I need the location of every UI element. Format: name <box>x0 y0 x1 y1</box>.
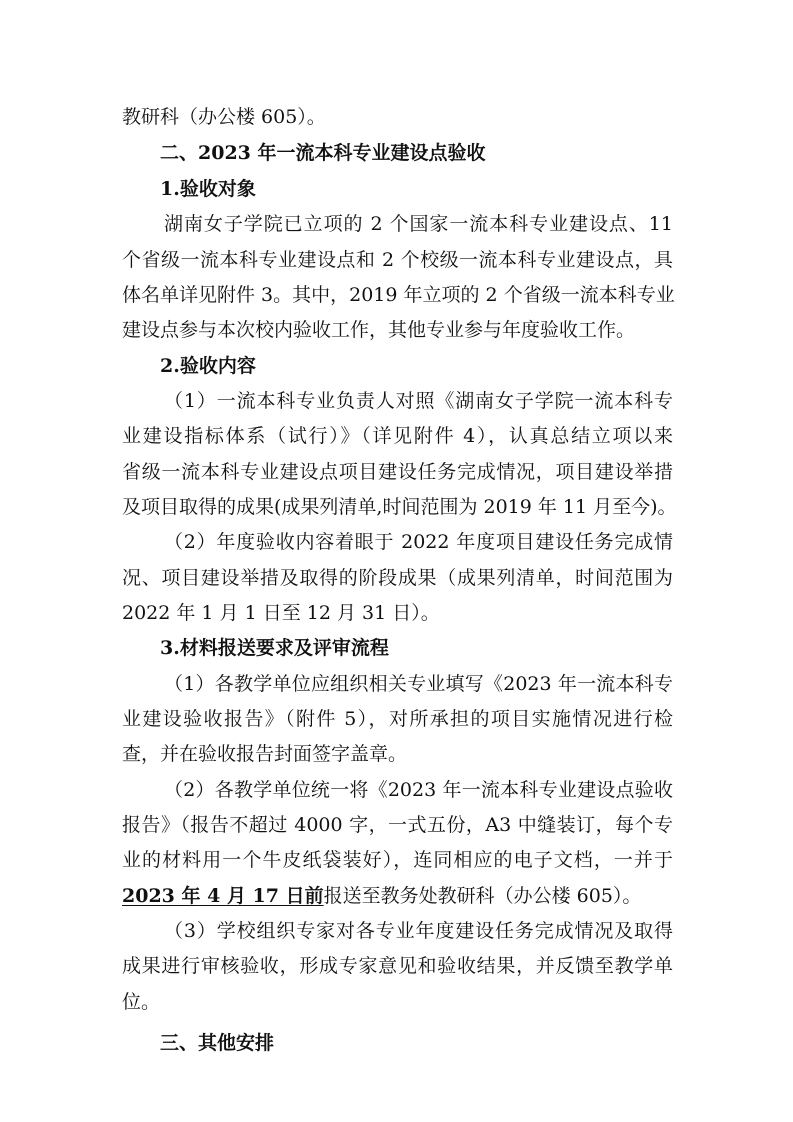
paragraph-line: 湖南女子学院已立项的 2 个国家一流本科专业建设点、11 <box>164 213 673 235</box>
paragraph-line: 查，并在验收报告封面签字盖章。 <box>122 743 408 765</box>
paragraph-line: 况、项目建设举措及取得的阶段成果（成果列清单，时间范围为 <box>122 567 673 589</box>
paragraph-line: （2）年度验收内容着眼于 2022 年度项目建设任务完成情 <box>164 531 673 553</box>
paragraph-line: 2022 年 1 月 1 日至 12 月 31 日）。 <box>122 602 440 624</box>
paragraph-line: 业建设指标体系（试行）》（详见附件 4），认真总结立项以来 <box>122 425 673 447</box>
paragraph-line: 业的材料用一个牛皮纸袋装好），连同相应的电子文档，一并于 <box>122 849 673 871</box>
paragraph-line: 报告》（报告不超过 4000 字，一式五份，A3 中缝装订，每个专 <box>122 814 673 836</box>
deadline-date: 2023 年 4 月 17 日前 <box>122 885 324 907</box>
paragraph-line: 成果进行审核验收，形成专家意见和验收结果，并反馈至教学单 <box>122 955 673 977</box>
paragraph-line <box>122 878 641 914</box>
paragraph-line: 教研科（办公楼 605）。 <box>122 106 326 128</box>
paragraph-line: 业建设验收报告》（附件 5），对所承担的项目实施情况进行检 <box>122 708 673 730</box>
section-heading: 二、2023 年一流本科专业建设点验收 <box>160 142 486 164</box>
paragraph-line: 个省级一流本科专业建设点和 2 个校级一流本科专业建设点，具 <box>122 249 673 271</box>
paragraph-line: （3）学校组织专家对各专业年度建设任务完成情况及取得 <box>164 920 673 942</box>
paragraph-line: （2）各教学单位统一将《2023 年一流本科专业建设点验收 <box>164 779 673 801</box>
paragraph-line: 体名单详见附件 3。其中，2019 年立项的 2 个省级一流本科专业 <box>122 284 675 306</box>
paragraph-line: （1）各教学单位应组织相关专业填写《2023 年一流本科专 <box>164 673 673 695</box>
paragraph-line: 省级一流本科专业建设点项目建设任务完成情况，项目建设举措 <box>122 461 673 483</box>
subsection-heading: 2.验收内容 <box>160 355 256 377</box>
paragraph-line: （1）一流本科专业负责人对照《湖南女子学院一流本科专 <box>164 390 673 412</box>
section-heading: 三、其他安排 <box>160 1032 275 1054</box>
subsection-heading: 1.验收对象 <box>160 178 256 200</box>
paragraph-line: 建设点参与本次校内验收工作，其他专业参与年度验收工作。 <box>122 319 636 341</box>
paragraph-line: 及项目取得的成果(成果列清单,时间范围为 2019 年 11 月至今)。 <box>122 496 677 518</box>
deadline-text: 报送至教务处教研科（办公楼 605）。 <box>323 885 642 907</box>
subsection-heading: 3.材料报送要求及评审流程 <box>160 637 389 659</box>
paragraph-line: 位。 <box>122 991 161 1013</box>
